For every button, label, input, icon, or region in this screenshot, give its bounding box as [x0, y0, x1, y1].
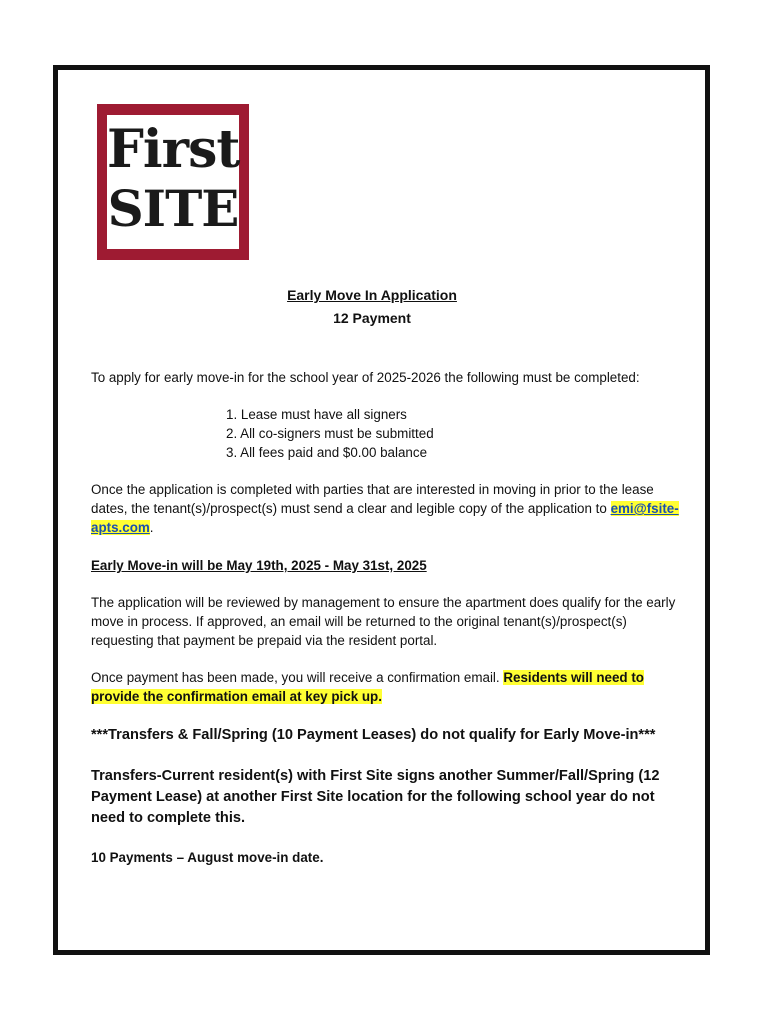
intro-paragraph: To apply for early move-in for the school year of 2025-2026 the following must be completed:: [91, 370, 640, 385]
logo-line-site: SITE: [107, 179, 239, 238]
application-instructions-text: Once the application is completed with parties that are interested in moving in prior to the lease dates, the tenant(s)/prospect(s) must send a clear and legible copy of the application to: [91, 482, 654, 516]
first-site-logo: [97, 104, 249, 260]
transfers-notice: ***Transfers & Fall/Spring (10 Payment Leases) do not qualify for Early Move-in***: [91, 727, 656, 743]
payment-paragraph: [91, 668, 681, 706]
requirement-item: 2. All co-signers must be submitted: [226, 426, 434, 441]
page-subtitle: 12 Payment: [333, 310, 411, 326]
requirement-item: 1. Lease must have all signers: [226, 407, 407, 422]
logo-inner: [107, 115, 239, 249]
early-move-in-dates: Early Move-in will be May 19th, 2025 - May 31st, 2025: [91, 558, 427, 573]
logo-line-first: First: [107, 119, 240, 180]
application-instructions-end: .: [149, 520, 154, 535]
key-pickup-highlight: Residents will need to provide the confirmation email at key pick up.: [91, 670, 644, 704]
review-paragraph: The application will be reviewed by management to ensure the apartment does qualify for the early move in process. If approved, an email will be returned to the original tenant(s)/prospect(s) requesting that payment be prepaid via the resident portal.: [91, 595, 676, 648]
email-link[interactable]: emi@fsite-apts.com: [91, 501, 679, 535]
ten-payments-note: 10 Payments – August move-in date.: [91, 850, 324, 865]
requirement-item: 3. All fees paid and $0.00 balance: [226, 445, 428, 460]
page-title: Early Move In Application: [287, 287, 457, 303]
application-instructions: [91, 480, 681, 537]
payment-text: Once payment has been made, you will receive a confirmation email.: [91, 670, 504, 685]
requirements-list: [226, 405, 434, 462]
transfers-definition: Transfers-Current resident(s) with First Site signs another Summer/Fall/Spring (12 Payment Lease) at another First Site location for the following school year do not need to complete this.: [91, 768, 660, 826]
